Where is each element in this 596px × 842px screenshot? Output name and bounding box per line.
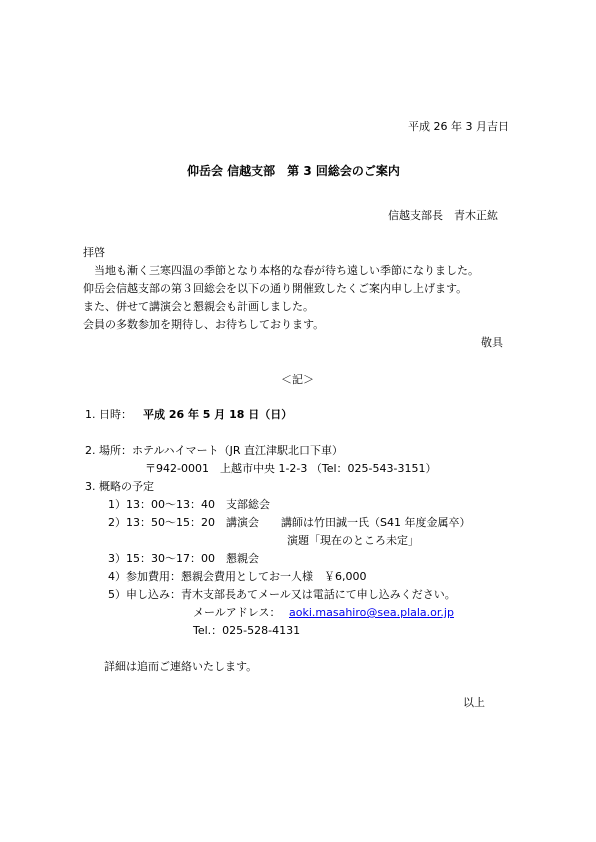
body-line-1: 当地も漸く三寒四温の季節となり本格的な春が待ち遠しい季節になりました。: [94, 264, 479, 277]
schedule-2: 2）13：50〜15：20 講演会 講師は竹田誠一氏（S41 年度金属卒）: [108, 516, 471, 529]
page-title: 仰岳会 信越支部 第 3 回総会のご案内: [187, 164, 400, 178]
schedule-5: 5）申し込み：青木支部長あてメール又は電話にて申し込みください。: [108, 588, 456, 601]
body-line-4: 会員の多数参加を期待し、お待ちしております。: [83, 318, 325, 331]
greeting: 拝啓: [83, 246, 105, 259]
ki-heading: ＜記＞: [281, 373, 314, 386]
schedule-4: 4）参加費用：懇親会費用としてお一人様 ￥6,000: [108, 570, 367, 583]
item2-label: 2. 場所：ホテルハイマート（JR 直江津駅北口下車）: [85, 444, 344, 457]
phone: Tel.：025-528-4131: [193, 624, 301, 637]
email-label: メールアドレス：: [193, 606, 281, 619]
date: 平成 26 年 3 月吉日: [408, 120, 509, 133]
body-line-2: 仰岳会信越支部の第３回総会を以下の通り開催致したくご案内申し上げます。: [83, 282, 468, 295]
email-link[interactable]: aoki.masahiro@sea.plala.or.jp: [289, 606, 454, 619]
schedule-3: 3）15：30〜17：00 懇親会: [108, 552, 259, 565]
item1-label: 1. 日時：: [85, 408, 132, 421]
ijou: 以上: [463, 696, 485, 709]
schedule-2-topic: 演題「現在のところ未定」: [287, 534, 419, 547]
body-line-3: また、併せて講演会と懇親会も計画しました。: [83, 300, 314, 313]
schedule-1: 1）13：00〜13：40 支部総会: [108, 498, 270, 511]
detail-note: 詳細は追而ご連絡いたします。: [104, 660, 258, 673]
item1-value: 平成 26 年 5 月 18 日（日）: [143, 408, 293, 421]
item2-address: 〒942-0001 上越市中央 1-2-3 （Tel：025-543-3151）: [145, 462, 437, 475]
item3-label: 3. 概略の予定: [85, 480, 154, 493]
sender: 信越支部長 青木正紘: [388, 209, 498, 222]
closing: 敬具: [481, 336, 503, 349]
